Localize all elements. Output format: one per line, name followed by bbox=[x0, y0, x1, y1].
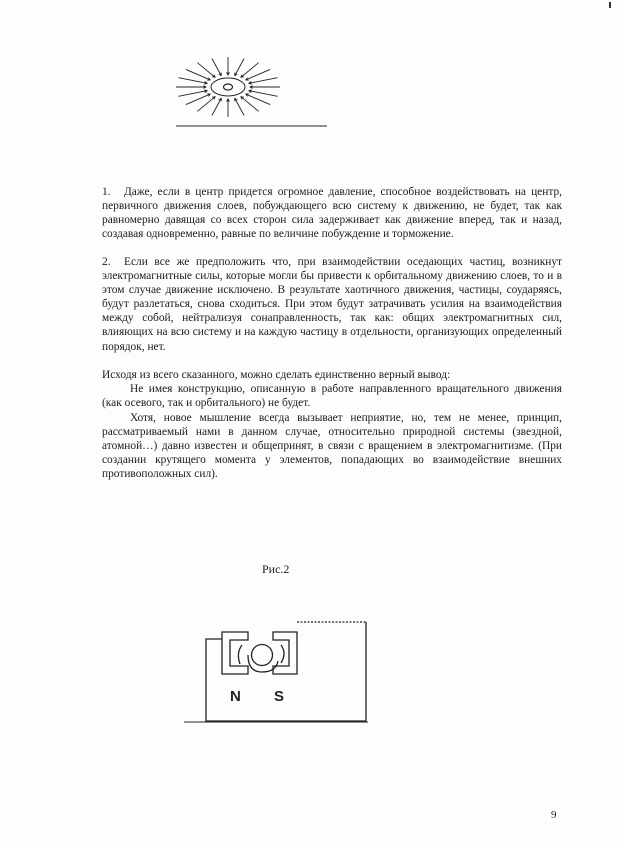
paragraph-new-thinking: Хотя, новое мышление всегда вызывает неприятие, но, тем не менее, принцип, рассматриваемый нами в данном случае, относительно природной системы (звездной, атомной…) давно известен и общепринят, в связи с вращением в электромагнитизме. (При создании крутящего момента у элементов, попадающих во взаимодействие внешних противоположных сил). bbox=[102, 412, 562, 481]
figure-2-rotor-loop bbox=[248, 655, 278, 672]
figure-2-rotor bbox=[252, 645, 273, 666]
figure-1-ray bbox=[186, 69, 210, 80]
figure-1-ray bbox=[246, 69, 270, 80]
figure-1-ray bbox=[179, 78, 208, 84]
figure-2-pole-right-label: S bbox=[274, 688, 285, 705]
page-number: 9 bbox=[551, 809, 557, 821]
figure-2-circuit-wire bbox=[206, 622, 366, 721]
figure-1-ray bbox=[246, 94, 270, 105]
figure-2-caption: Рис.2 bbox=[262, 562, 290, 576]
scan-corner-mark bbox=[609, 2, 611, 8]
figure-1-ray bbox=[249, 91, 278, 97]
figure-1-ray bbox=[186, 94, 210, 105]
figure-2-gap-arc-left bbox=[238, 645, 242, 664]
figure-2-pole-left-label: N bbox=[230, 688, 241, 705]
figure-2-magnet-diagram bbox=[178, 618, 373, 728]
figure-1-ray bbox=[212, 59, 221, 76]
figure-1-ray bbox=[235, 98, 244, 115]
figure-1-center bbox=[224, 84, 233, 90]
figure-1-ray bbox=[235, 59, 244, 76]
figure-1-ray bbox=[212, 98, 221, 115]
paragraph-1: 1. Даже, если в центр придется огромное давление, способное воздействовать на центр, первичного движения слоев, побуждающего всю систему к движению, не будет, так как равномерно давящая со всех сторон сила задерживает как движение вперед, так и назад, создавая одновременно, равные по величине побуждение и торможение. bbox=[102, 186, 562, 241]
figure-2-pole-right-shape bbox=[273, 632, 297, 674]
figure-1-converging-pressure bbox=[170, 30, 340, 135]
figure-1-ray bbox=[249, 78, 278, 84]
paragraph-conclusion-intro: Исходя из всего сказанного, можно сделать единственно верный вывод: bbox=[102, 369, 451, 381]
figure-1-outer-ring bbox=[211, 78, 245, 96]
figure-1-ray bbox=[179, 91, 208, 97]
figure-2-gap-arc-right bbox=[281, 645, 284, 663]
figure-2-pole-left-shape bbox=[222, 632, 248, 674]
paragraph-conclusion: Не имея конструкцию, описанную в работе направленного вращательного движения (как осевого, так и орбитального) не будет. bbox=[102, 383, 562, 410]
paragraph-2: 2. Если все же предположить что, при взаимодействии оседающих частиц, возникнут электромагнитные силы, которые могли бы привести к орбитальному движению слоев, то и в этом случае движение исключено. В результате хаотичного движения, частицы, соударяясь, будут разлетаться, снова сходиться. При этом будут затрачивать усилия на взаимодействия между собой, нейтрализуя сонаправленность, так как: общих электромагнитных сил, влияющих на всю систему и на каждую частицу в отдельности, организующих определенный порядок, нет. bbox=[102, 256, 562, 353]
